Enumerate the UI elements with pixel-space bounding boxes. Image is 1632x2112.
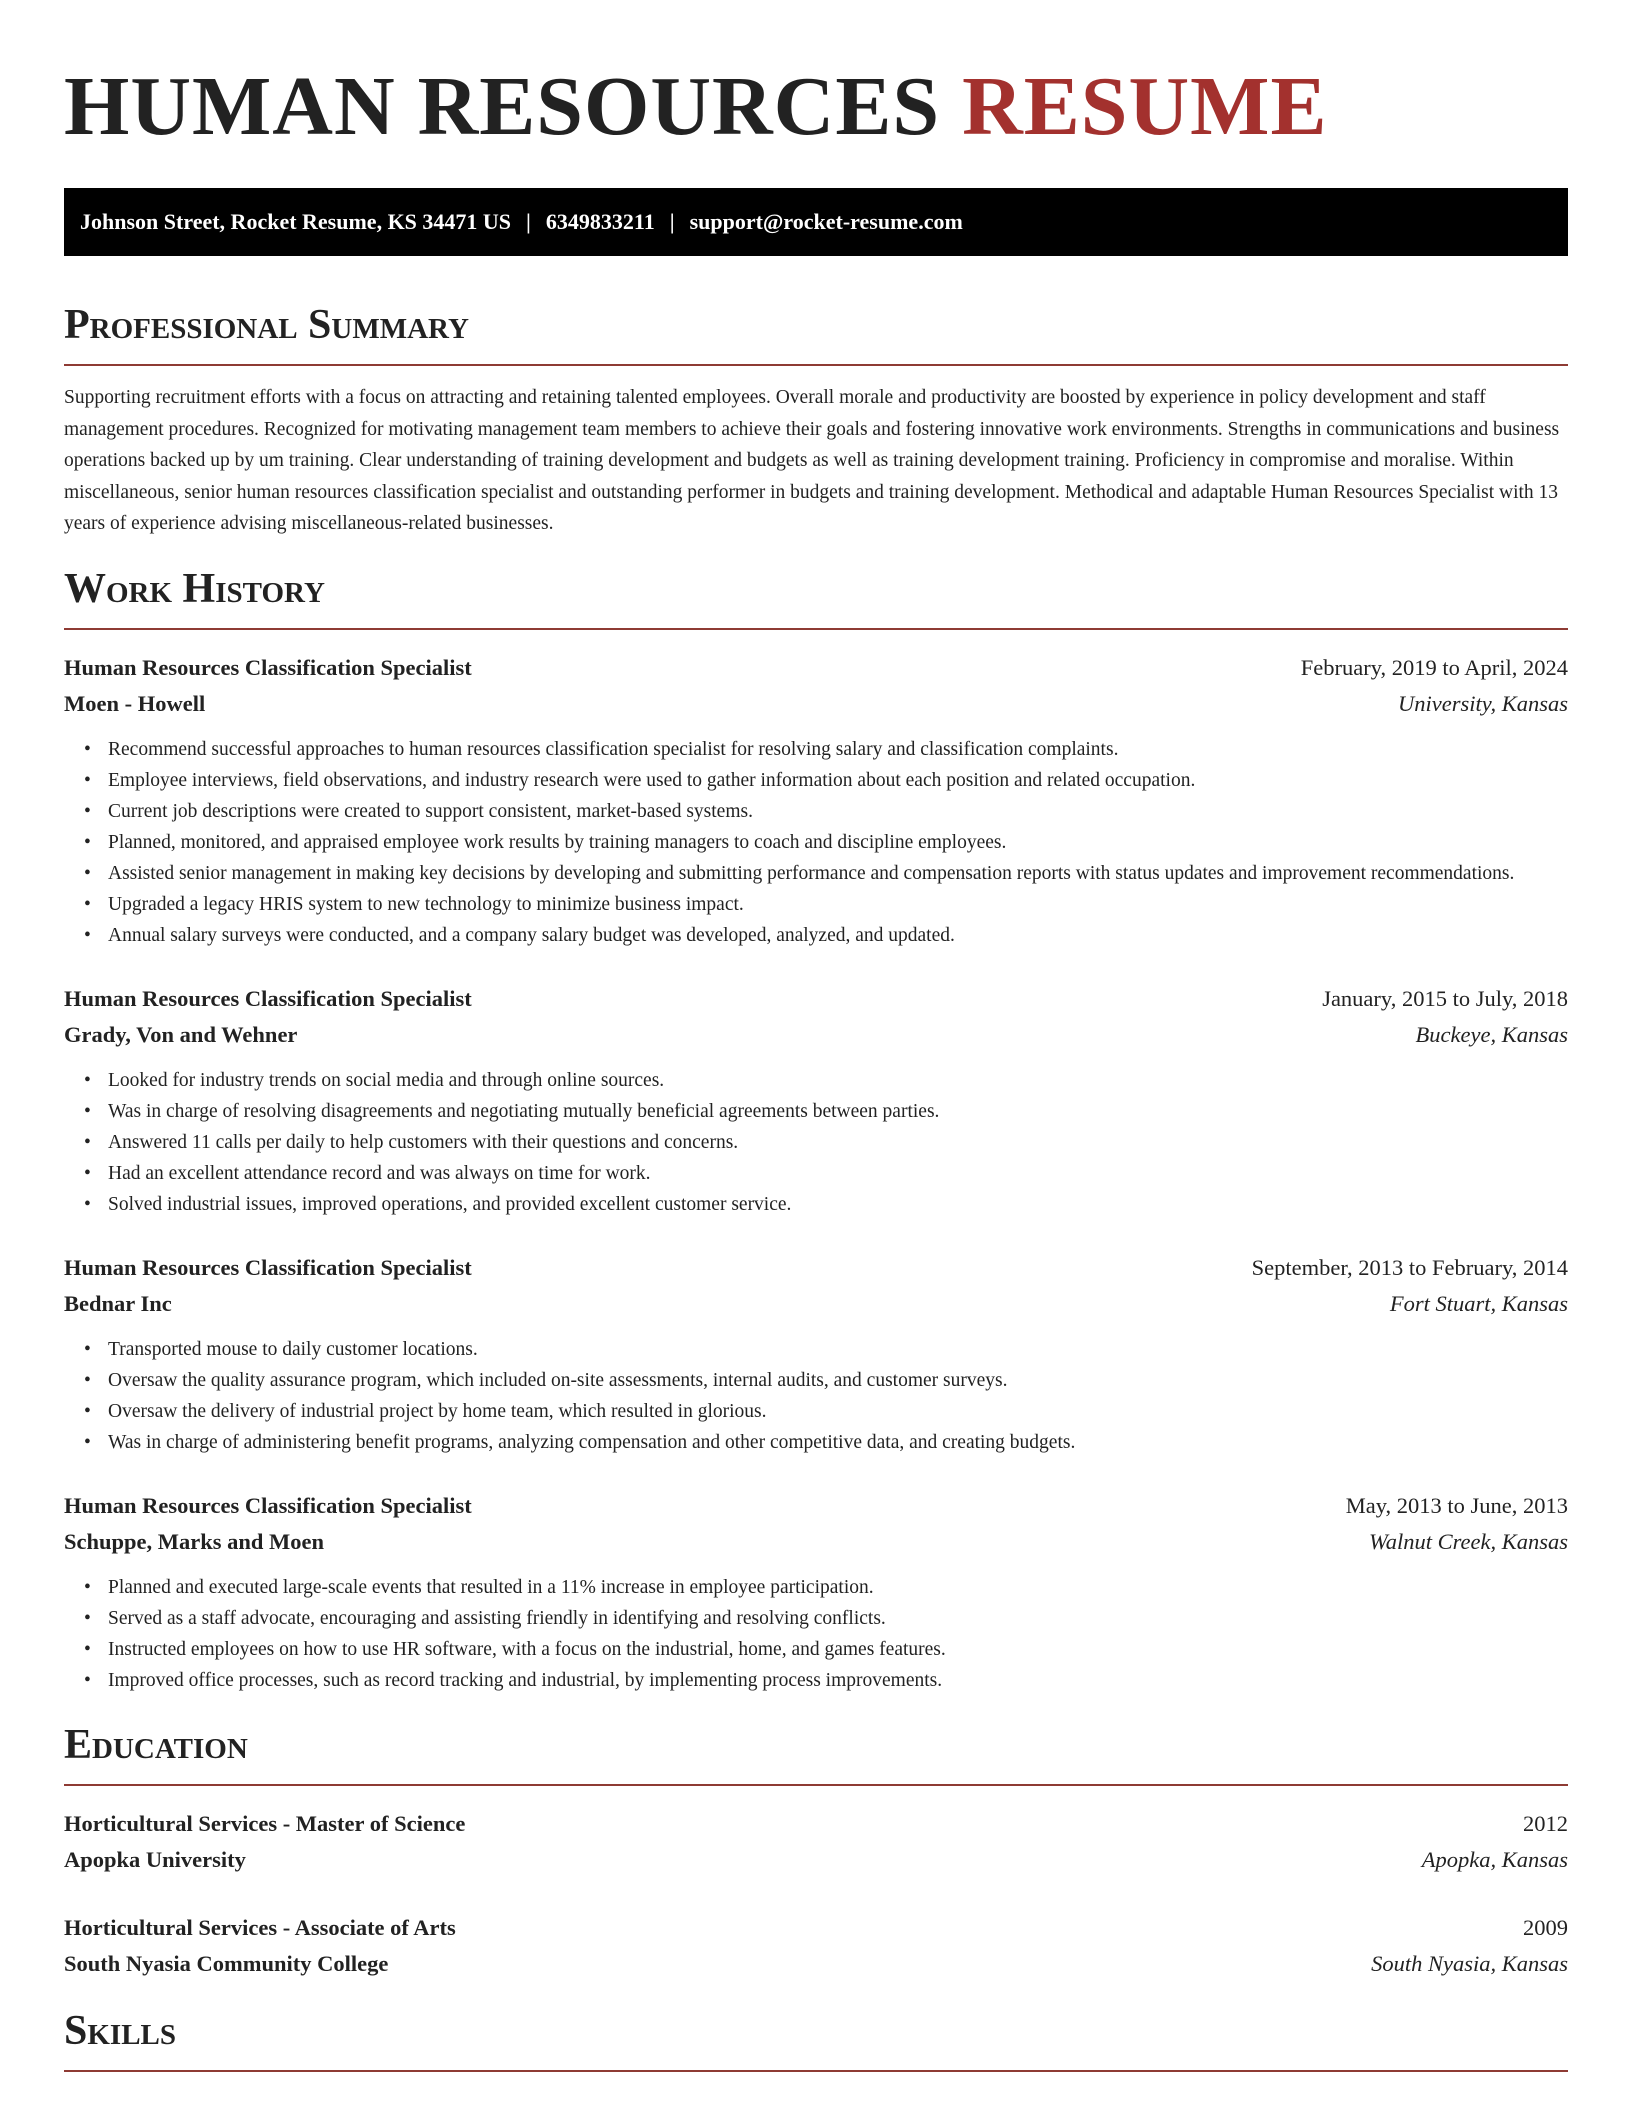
job-entry (64, 1488, 1568, 1696)
list-item: • Upgraded a legacy HRIS system to new technology to minimize business impact. (84, 889, 1568, 920)
job-company-row (64, 1286, 1568, 1322)
job-dates: May, 2013 to June, 2013 (1345, 1492, 1568, 1518)
skills-heading: Skills (64, 2010, 1568, 2072)
job-company: Schuppe, Marks and Moen (64, 1528, 325, 1554)
job-bullets (84, 734, 1568, 951)
job-title: Human Resources Classification Specialist (64, 985, 472, 1011)
education-header-row (64, 1910, 1568, 1946)
job-bullets (84, 1334, 1568, 1458)
job-location: Walnut Creek, Kansas (1369, 1528, 1568, 1554)
education-year: 2009 (1523, 1914, 1568, 1940)
job-title: Human Resources Classification Specialist (64, 1492, 472, 1518)
contact-separator: | (669, 209, 675, 234)
job-company-row (64, 1017, 1568, 1053)
education-school-row (64, 1946, 1568, 1982)
job-title: Human Resources Classification Specialist (64, 654, 472, 680)
summary-text: Supporting recruitment efforts with a focus on attracting and retaining talented employees. Overall morale and productivity are boosted by experience in policy development and staff management procedures. Recognized for motivating management team members to achieve their goals and fostering innovative work environments. Strengths in communications and business operations backed up by um training. Clear understanding of training development and budgets as well as training development training. Proficiency in compromise and moralise. Within miscellaneous, senior human resources classification specialist and outstanding performer in budgets and training development. Methodical and adaptable Human Resources Specialist with 13 years of experience advising miscellaneous-related businesses. (64, 387, 1560, 534)
job-location: Buckeye, Kansas (1415, 1021, 1568, 1047)
education-school-row (64, 1842, 1568, 1878)
list-item: • Improved office processes, such as record tracking and industrial, by implementing process improvements. (84, 1665, 1568, 1696)
list-item: • Transported mouse to daily customer locations. (84, 1334, 1568, 1365)
contact-email: support@rocket-resume.com (689, 209, 963, 234)
title-accent: RESUME (962, 60, 1328, 153)
job-title: Human Resources Classification Specialist (64, 1254, 472, 1280)
job-dates: February, 2019 to April, 2024 (1300, 654, 1568, 680)
list-item: • Annual salary surveys were conducted, and a company salary budget was developed, analyzed, and updated. (84, 920, 1568, 951)
job-bullets (84, 1572, 1568, 1696)
resume-title (64, 60, 1568, 153)
job-header-row (64, 1250, 1568, 1286)
list-item: • Recommend successful approaches to human resources classification specialist for resolving salary and classification complaints. (84, 734, 1568, 765)
job-location: Fort Stuart, Kansas (1389, 1290, 1568, 1316)
job-company-row (64, 1524, 1568, 1560)
job-company: Grady, Von and Wehner (64, 1021, 298, 1047)
job-bullets (84, 1065, 1568, 1220)
job-company-row (64, 686, 1568, 722)
list-item: • Employee interviews, field observations, and industry research were used to gather information about each position and related occupation. (84, 765, 1568, 796)
job-entry (64, 1250, 1568, 1458)
education-location: South Nyasia, Kansas (1371, 1950, 1568, 1976)
education-school: South Nyasia Community College (64, 1950, 389, 1976)
list-item: • Current job descriptions were created to support consistent, market-based systems. (84, 796, 1568, 827)
education-heading: Education (64, 1724, 1568, 1786)
list-item: • Instructed employees on how to use HR software, with a focus on the industrial, home, and games features. (84, 1634, 1568, 1665)
title-main: HUMAN RESOURCES (64, 60, 941, 153)
education-location: Apopka, Kansas (1421, 1846, 1568, 1872)
list-item: • Planned and executed large-scale events that resulted in a 11% increase in employee participation. (84, 1572, 1568, 1603)
list-item: • Was in charge of resolving disagreements and negotiating mutually beneficial agreements between parties. (84, 1096, 1568, 1127)
contact-bar (64, 188, 1568, 256)
contact-address: Johnson Street, Rocket Resume, KS 34471 US (80, 209, 512, 234)
list-item: • Oversaw the delivery of industrial project by home team, which resulted in glorious. (84, 1396, 1568, 1427)
list-item: • Planned, monitored, and appraised employee work results by training managers to coach and discipline employees. (84, 827, 1568, 858)
job-entry (64, 981, 1568, 1220)
list-item: • Served as a staff advocate, encouraging and assisting friendly in identifying and resolving conflicts. (84, 1603, 1568, 1634)
work-history-heading: Work History (64, 568, 1568, 630)
list-item: • Oversaw the quality assurance program, which included on-site assessments, internal audits, and customer surveys. (84, 1365, 1568, 1396)
summary-heading: Professional Summary (64, 304, 1568, 366)
job-dates: January, 2015 to July, 2018 (1322, 985, 1568, 1011)
job-header-row (64, 981, 1568, 1017)
list-item: • Assisted senior management in making key decisions by developing and submitting performance and compensation reports with status updates and improvement recommendations. (84, 858, 1568, 889)
job-entry (64, 650, 1568, 951)
education-header-row (64, 1806, 1568, 1842)
list-item: • Looked for industry trends on social media and through online sources. (84, 1065, 1568, 1096)
job-header-row (64, 650, 1568, 686)
job-company: Bednar Inc (64, 1290, 172, 1316)
education-school: Apopka University (64, 1846, 246, 1872)
job-dates: September, 2013 to February, 2014 (1251, 1254, 1568, 1280)
list-item: • Was in charge of administering benefit programs, analyzing compensation and other competitive data, and creating budgets. (84, 1427, 1568, 1458)
education-entry (64, 1910, 1568, 1982)
education-year: 2012 (1523, 1810, 1568, 1836)
education-entry (64, 1806, 1568, 1878)
education-degree: Horticultural Services - Master of Science (64, 1810, 466, 1836)
contact-phone: 6349833211 (545, 209, 655, 234)
list-item: • Had an excellent attendance record and was always on time for work. (84, 1158, 1568, 1189)
job-location: University, Kansas (1397, 690, 1568, 716)
job-company: Moen - Howell (64, 690, 206, 716)
job-header-row (64, 1488, 1568, 1524)
education-degree: Horticultural Services - Associate of Arts (64, 1914, 456, 1940)
list-item: • Solved industrial issues, improved operations, and provided excellent customer service. (84, 1189, 1568, 1220)
list-item: • Answered 11 calls per daily to help customers with their questions and concerns. (84, 1127, 1568, 1158)
contact-separator: | (526, 209, 531, 234)
